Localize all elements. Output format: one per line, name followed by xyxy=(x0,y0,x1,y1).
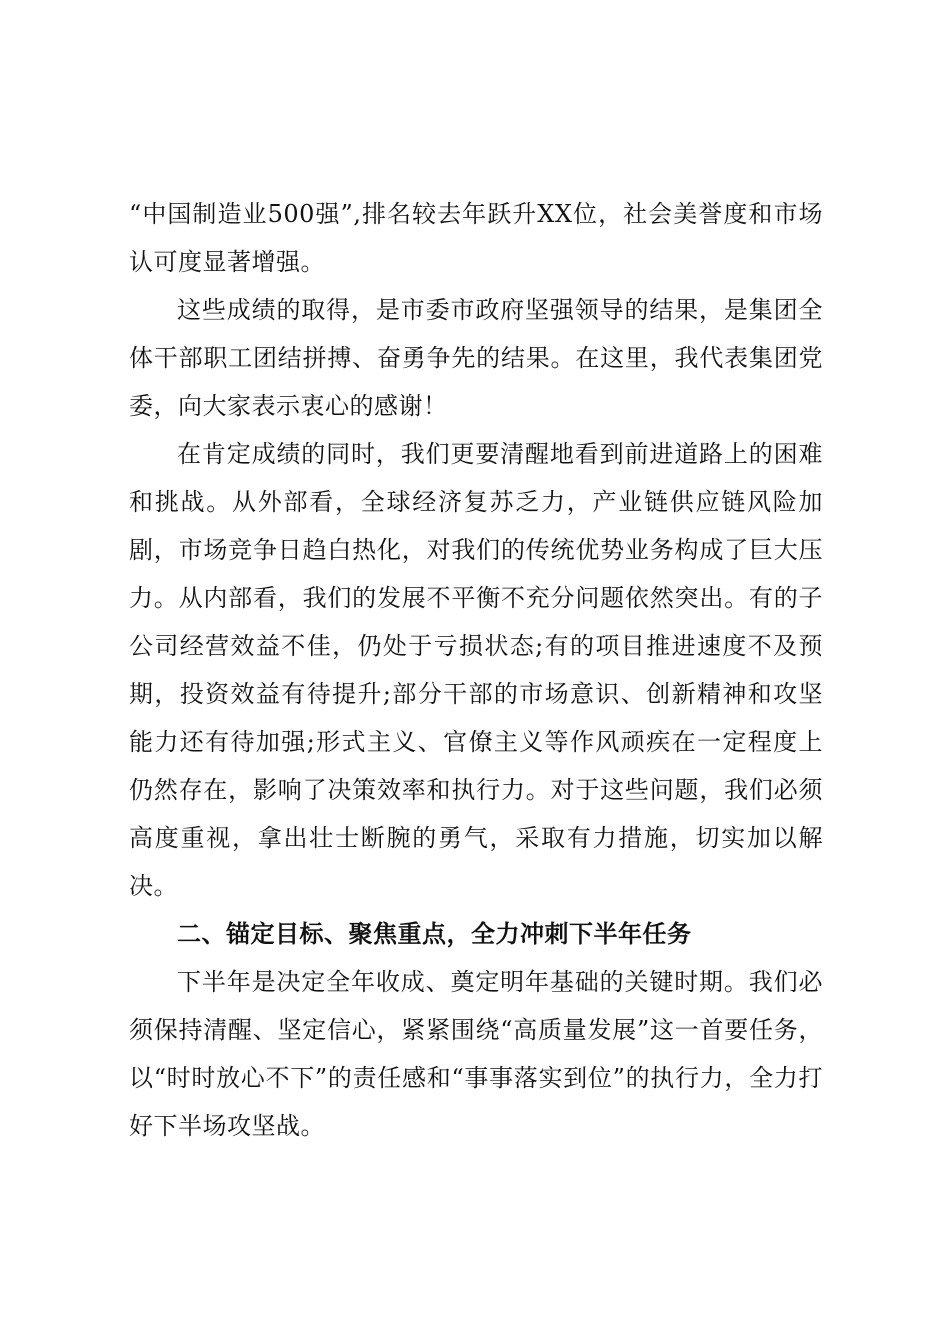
paragraph-achievements: 这些成绩的取得，是市委市政府坚强领导的结果，是集团全体干部职工团结拼搏、奋勇争先的结果。在这里，我代表集团党委，向大家表示衷心的感谢！ xyxy=(129,296,823,420)
paragraph-challenges: 在肯定成绩的同时，我们更要清醒地看到前进道路上的困难和挑战。从外部看，全球经济复苏乏力，产业链供应链风险加剧，市场竞争日趋白热化，对我们的传统优势业务构成了巨大压力。从内部看，我们的发展不平衡不充分问题依然突出。有的子公司经营效益不佳，仍处于亏损状态;有的项目推进速度不及预期，投资效益有待提升;部分干部的市场意识、创新精神和攻坚能力还有待加强;形式主义、官僚主义等作风顽疾在一定程度上仍然存在，影响了决策效率和执行力。对于这些问题，我们必须高度重视，拿出壮士断腕的勇气，采取有力措施，切实加以解决。 xyxy=(129,440,823,900)
section-heading: 二、锚定目标、聚焦重点，全力冲刺下半年任务 xyxy=(177,920,692,948)
paragraph-continuation: “中国制造业500强”,排名较去年跃升XX位，社会美誉度和市场认可度显著增强。 xyxy=(129,200,823,276)
paragraph-second-half: 下半年是决定全年收成、奠定明年基础的关键时期。我们必须保持清醒、坚定信心，紧紧围绕“高质量发展”这一首要任务，以“时时放心不下”的责任感和“事事落实到位”的执行力，全力打好下半场攻坚战。 xyxy=(129,968,823,1140)
document-body xyxy=(129,190,823,1150)
